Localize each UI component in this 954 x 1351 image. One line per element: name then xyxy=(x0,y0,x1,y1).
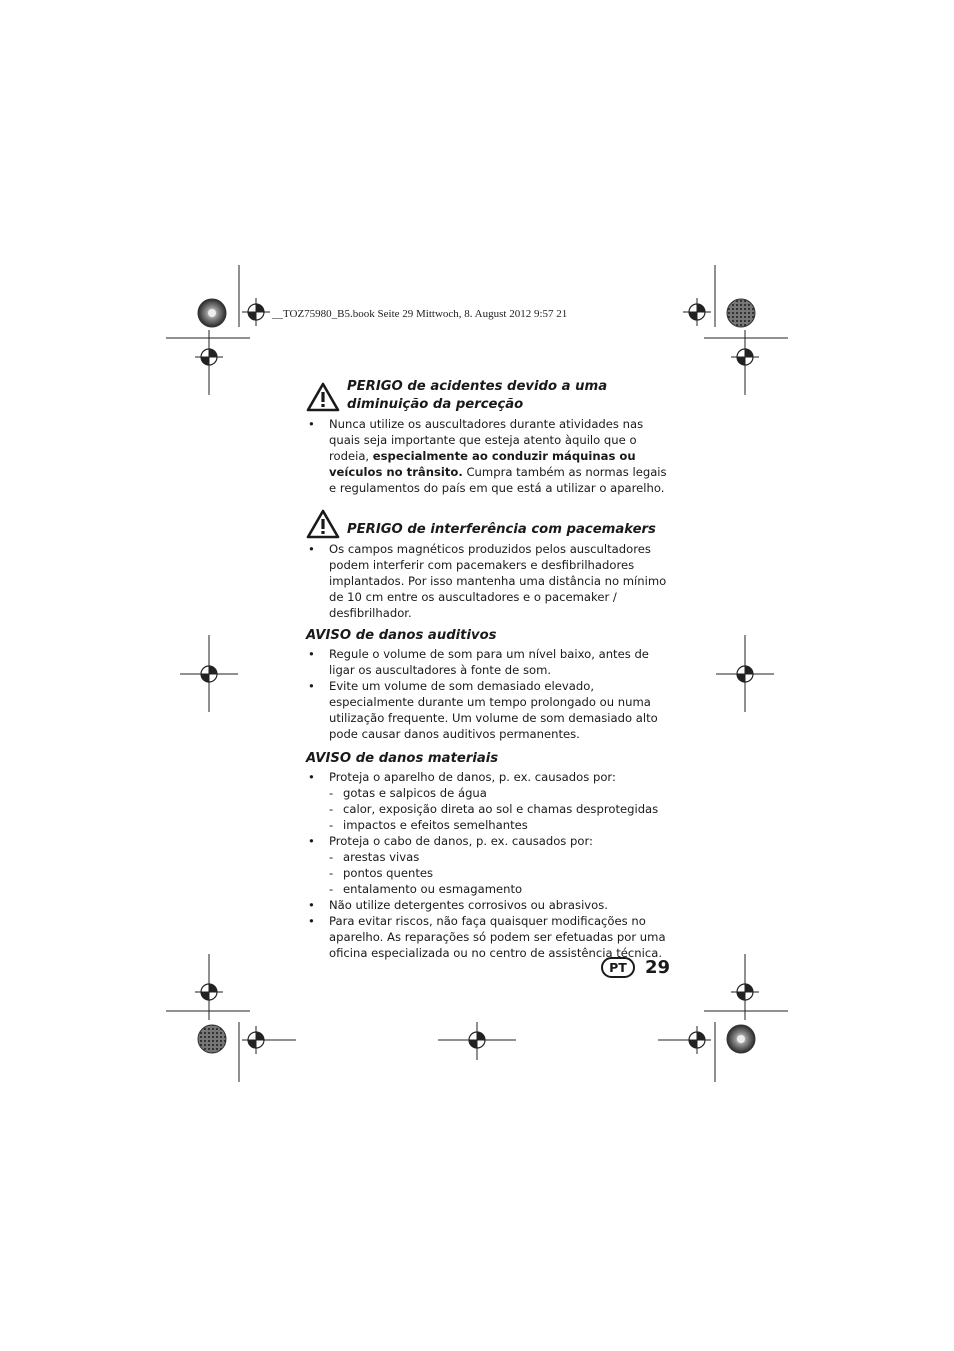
list-item: • Regule o volume de som para um nível baixo, antes de ligar os auscultadores à fonte de som. xyxy=(306,646,672,678)
page-footer xyxy=(601,957,670,978)
warning-triangle-icon xyxy=(306,382,340,412)
warning-triangle-icon xyxy=(306,509,340,539)
heading-line-2: diminuição da perceção xyxy=(347,397,524,412)
heading-line-1: PERIGO de acidentes devido a uma xyxy=(347,379,608,394)
list-item: • Evite um volume de som demasiado elevado, especialmente durante um tempo prolongado ou numa utilização frequente. Um volume de som demasiado alto pode causar danos auditivos permanentes. xyxy=(306,678,672,742)
heading-text: PERIGO de interferência com pacemakers xyxy=(347,522,656,537)
bullet-bold-text: especialmente ao conduzir máquinas ou veículos no trânsito. xyxy=(329,449,636,479)
bullet-list xyxy=(306,541,672,621)
sub-list-item: - entalamento ou esmagamento xyxy=(329,881,672,897)
book-info-line: __TOZ75980_B5.book Seite 29 Mittwoch, 8. August 2012 9:57 21 xyxy=(272,308,568,320)
color-wheel-top-left xyxy=(198,299,226,327)
section-heading-material-damage: AVISO de danos materiais xyxy=(306,751,499,766)
sub-list xyxy=(329,785,672,833)
list-item: • Os campos magnéticos produzidos pelos auscultadores podem interferir com pacemakers e desfibrilhadores implantados. Por isso mantenha uma distância no mínimo de 10 cm entre os auscultadores e o pacemaker / desfibrilhador. xyxy=(306,541,672,621)
section-heading-accident-danger xyxy=(306,378,672,414)
section-heading-hearing-damage: AVISO de danos auditivos xyxy=(306,628,497,643)
list-item xyxy=(306,833,672,897)
language-badge: PT xyxy=(601,957,635,978)
color-wheel-bottom-left xyxy=(198,1025,226,1053)
color-wheel-top-right xyxy=(727,299,755,327)
sub-list xyxy=(329,849,672,897)
list-item: • Para evitar riscos, não faça quaisquer modificações no aparelho. As reparações só podem ser efetuadas por uma oficina especializada ou no centro de assistência técnica. xyxy=(306,913,672,961)
sub-list-item: - pontos quentes xyxy=(329,865,672,881)
sub-list-item: - impactos e efeitos semelhantes xyxy=(329,817,672,833)
page-content xyxy=(306,378,672,961)
sub-list-item: - gotas e salpicos de água xyxy=(329,785,672,801)
list-item: • Não utilize detergentes corrosivos ou abrasivos. xyxy=(306,897,672,913)
list-item xyxy=(306,769,672,833)
bullet-text: Nunca utilize os auscultadores durante atividades nas quais seja importante que esteja atento àquilo que o rodeia, xyxy=(329,417,644,463)
section-heading-pacemaker-danger xyxy=(306,511,672,539)
bullet-list xyxy=(306,646,672,742)
bullet-list xyxy=(306,769,672,961)
color-wheel-bottom-right xyxy=(727,1025,755,1053)
sub-list-item: - calor, exposição direta ao sol e chamas desprotegidas xyxy=(329,801,672,817)
bullet-list xyxy=(306,416,672,496)
bullet-text: Proteja o cabo de danos, p. ex. causados por: xyxy=(329,834,593,848)
bullet-text: Cumpra também as normas legais e regulamentos do país em que está a utilizar o aparelho. xyxy=(329,465,667,495)
list-item xyxy=(306,416,672,496)
bullet-text: Proteja o aparelho de danos, p. ex. causados por: xyxy=(329,770,616,784)
sub-list-item: - arestas vivas xyxy=(329,849,672,865)
page-number: 29 xyxy=(645,957,671,978)
